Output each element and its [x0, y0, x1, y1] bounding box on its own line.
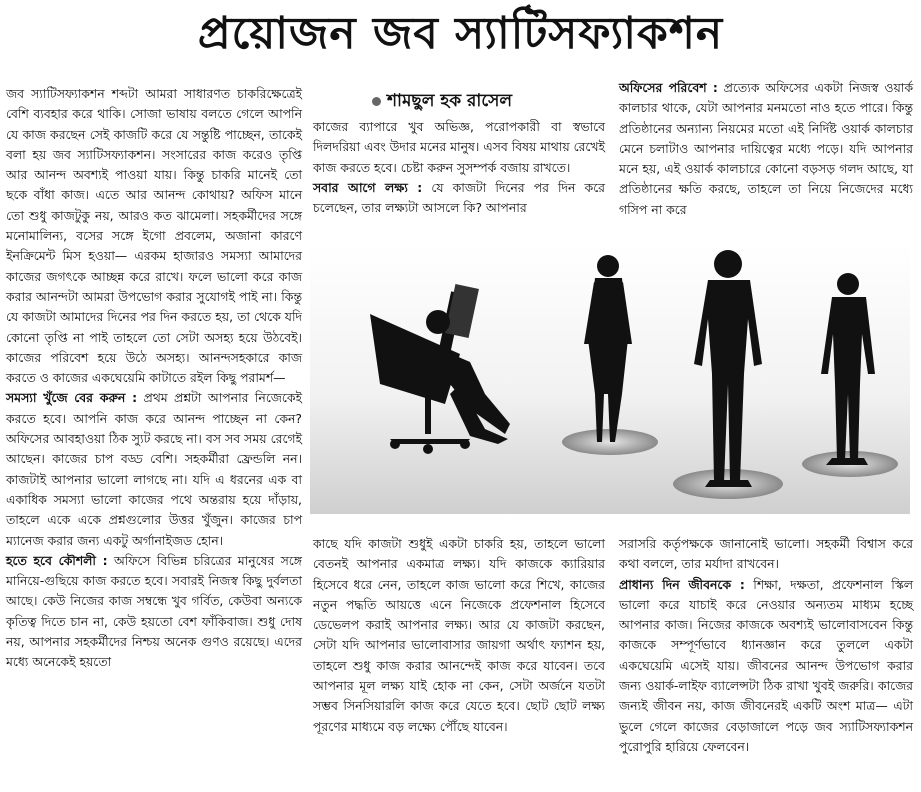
- byline: [372, 88, 512, 116]
- paragraph: কাছে যদি কাজটা শুধুই একটা চাকরি হয়, তাহলে ভালো বেতনই আপনার একমাত্র লক্ষ্য। যদি কাজকে ক্যারিয়ার হিসেবে ধরে নেন, তাহলে কাজ ভালো করে শিখে, কাজের নতুন পদ্ধতি আয়ত্তে এনে নিজেকে প্রফেশনাল হিসেবে ডেভেলপ করাই আপনার লক্ষ্য। আর যে কাজটা করছেন, সেটা যদি আপনার ভালোবাসার জায়গা অর্থাৎ ফ্যাশন হয়, তাহলে শুধু কাজ করার আনন্দেই কাজ করে যাবেন। তবে আপনার মূল লক্ষ্য যাই হোক না কেন, সেটা অর্জনে যতটা সম্ভব সিনসিয়ারলি কাজ করে যেতে হবে। ছোট ছোট লক্ষ্য পূরণের মাধ্যমে বড় লক্ষ্যে পৌঁছে যাবেন।: [313, 536, 605, 734]
- paragraph: কাজের ব্যাপারে খুব অভিজ্ঞ, পরোপকারী বা স্বভাবে দিলদরিয়া এবং উদার মনের মানুষ। এসব বিষয় মাথায় রেখেই কাজ করতে হবে। চেষ্টা করুন সুসম্পর্ক বজায় রাখতে।: [313, 119, 605, 175]
- subheading: প্রাধান্য দিন জীবনকে :: [619, 576, 745, 592]
- article-column-1: [6, 84, 302, 673]
- paragraph: সমস্যা খুঁজে বের করুন : প্রথম প্রশ্নটা আপনার নিজেকেই করতে হবে। আপনি কাজ করে আনন্দ পাচ্ছেন না কেন? অফিসের আবহাওয়া ঠিক স্যুট করছে না। বস সব সময় রেগেই আছেন। কাজের চাপ বড্ড বেশি। সহকর্মীরা ফ্রেন্ডলি নন। কাজটাই আপনার ভালো লাগছে না। যদি এ ধরনের এক বা একাধিক সমস্যা ভালো কাজের পথে অন্তরায় হয়ে দাঁড়ায়, তাহলে একে একে প্রশ্নগুলোর উত্তর খুঁজুন। কাজের চাপ ম্যানেজ করার জন্য একটু অর্গানাইজড হোন।: [6, 390, 302, 548]
- subheading: সবার আগে লক্ষ্য :: [313, 179, 423, 195]
- paragraph: হতে হবে কৌশলী : অফিসে বিভিন্ন চরিত্রের মানুষের সঙ্গে মানিয়ে-গুছিয়ে কাজ করতে হবে। সবারই নিজস্ব কিছু দুর্বলতা আছে। কেউ নিজের কাজ সম্বন্ধে খুব গর্বিত, কেউবা অন্যকে কৃতিত্ব দিতে চান না, কেউ হয়তো বেশ ফাঁকিবাজ। শুধু দোষ নয়, আপনার সহকর্মীদের নিশ্চয় অনেক গুণও রয়েছে। এদের মধ্যে অনেকেই হয়তো: [6, 552, 302, 670]
- paragraph: সরাসরি কর্তৃপক্ষকে জানানোই ভালো। সহকর্মী বিশ্বাস করে কথা বললে, তার মর্যাদা রাখবেন।: [619, 536, 913, 572]
- subheading: হতে হবে কৌশলী :: [6, 552, 108, 568]
- paragraph: প্রাধান্য দিন জীবনকে : শিক্ষা, দক্ষতা, প্রফেশনাল স্কিল ভালো করে যাচাই করে নেওয়ার অন্যতম মাধ্যম হচ্ছে আপনার কাজ। নিজের কাজকে অবশ্যই ভালোবাসবেন কিন্তু কাজকে সম্পূর্ণভাবে ধ্যানজ্ঞান করে তুললে একটা একঘেয়েমি এসেই যায়। জীবনের আনন্দ উপভোগ করার জন্য ওয়ার্ক-লাইফ ব্যালেন্সটা ঠিক রাখা খুবই জরুরি। কাজের জন্যই জীবন নয়, কাজ জীবনেরই একটি অংশ মাত্র— এটা ভুলে গেলে কাজের বেড়াজালে পড়ে জব স্যাটিসফ্যাকশন পুরোপুরি হারিয়ে ফেলবেন।: [619, 576, 913, 754]
- subheading: অফিসের পরিবেশ :: [619, 80, 718, 95]
- author-name: শামছুল হক রাসেল: [387, 91, 513, 111]
- bullet-icon: [372, 97, 381, 106]
- subheading: সমস্যা খুঁজে বের করুন :: [6, 390, 138, 406]
- paragraph: অফিসের পরিবেশ : প্রত্যেক অফিসের একটা নিজস্ব ওয়ার্ক কালচার থাকে, যেটা আপনার মনমতো নাও হতে পারে। কিন্তু প্রতিষ্ঠানের অন্যান্য নিয়মের মতো এই নির্দিষ্ট ওয়ার্ক কালচার মেনে চলাটাও আপনার দায়িত্বের মধ্যে পড়ে। যদি আপনার মনে হয়, এই ওয়ার্ক কালচারে কোনো বড়সড় গলদ আছে, যা প্রতিষ্ঠানের ক্ষতি করছে, তাহলে তা নিয়ে নিজেদের মধ্যে গসিপ না করে: [619, 80, 913, 217]
- article-column-3-bottom: [619, 534, 913, 757]
- silhouette-illustration: [310, 244, 910, 514]
- article-column-2-bottom: [313, 534, 605, 737]
- paragraph: জব স্যাটিসফ্যাকশন শব্দটা আমরা সাধারণত চাকরিক্ষেত্রেই বেশি ব্যবহার করে থাকি। সোজা ভাষায় বলতে গেলে আপনি যে কাজ করছেন সেই কাজটি করে যে সন্তুষ্টি পাচ্ছেন, তাকেই বলা হয় জব স্যাটিসফ্যাকশন। সংসারের কাজ করেও তৃপ্তি আর আনন্দ অবশ্যই পাওয়া যায়। কিন্তু চাকরি মানেই তো ছকে বাঁধা কাজ। এতে আর আনন্দ কোথায়? অফিস মানে তো শুধু কাজটুকু নয়, আরও কত ঝামেলা। সহকর্মীদের সঙ্গে মনোমালিন্য, বসের সঙ্গে ইগো প্রবলেম, অজানা কারণে ইনক্রিমেন্ট মিস হওয়া— এরকম হাজারও সমস্যা আমাদের কাজের জগৎকে আচ্ছন্ন করে রাখে। ফলে ভালো করে কাজ করার আনন্দটা আমরা উপভোগ করার সুযোগই পাই না। কিন্তু যে কাজটা আমাদের দিনের পর দিন করতে হয়, তা থেকে যদি কোনো তৃপ্তি না পাই তাহলে তো সেটা অসহ্য হয়ে উঠবেই। কাজের পরিবেশ হয়ে উঠে অসহ্য। আনন্দসহকারে কাজ করতে ও কাজের একঘেয়েমি কাটাতে রইল কিছু পরামর্শ—: [6, 86, 302, 386]
- article-column-2-top: [313, 117, 605, 218]
- headline: প্রয়োজন জব স্যাটিসফ্যাকশন: [197, 8, 724, 59]
- paragraph: সবার আগে লক্ষ্য : যে কাজটা দিনের পর দিন করে চলেছেন, তার লক্ষ্যটা আসলে কি? আপনার: [313, 179, 605, 216]
- article-column-3-top: [619, 78, 913, 220]
